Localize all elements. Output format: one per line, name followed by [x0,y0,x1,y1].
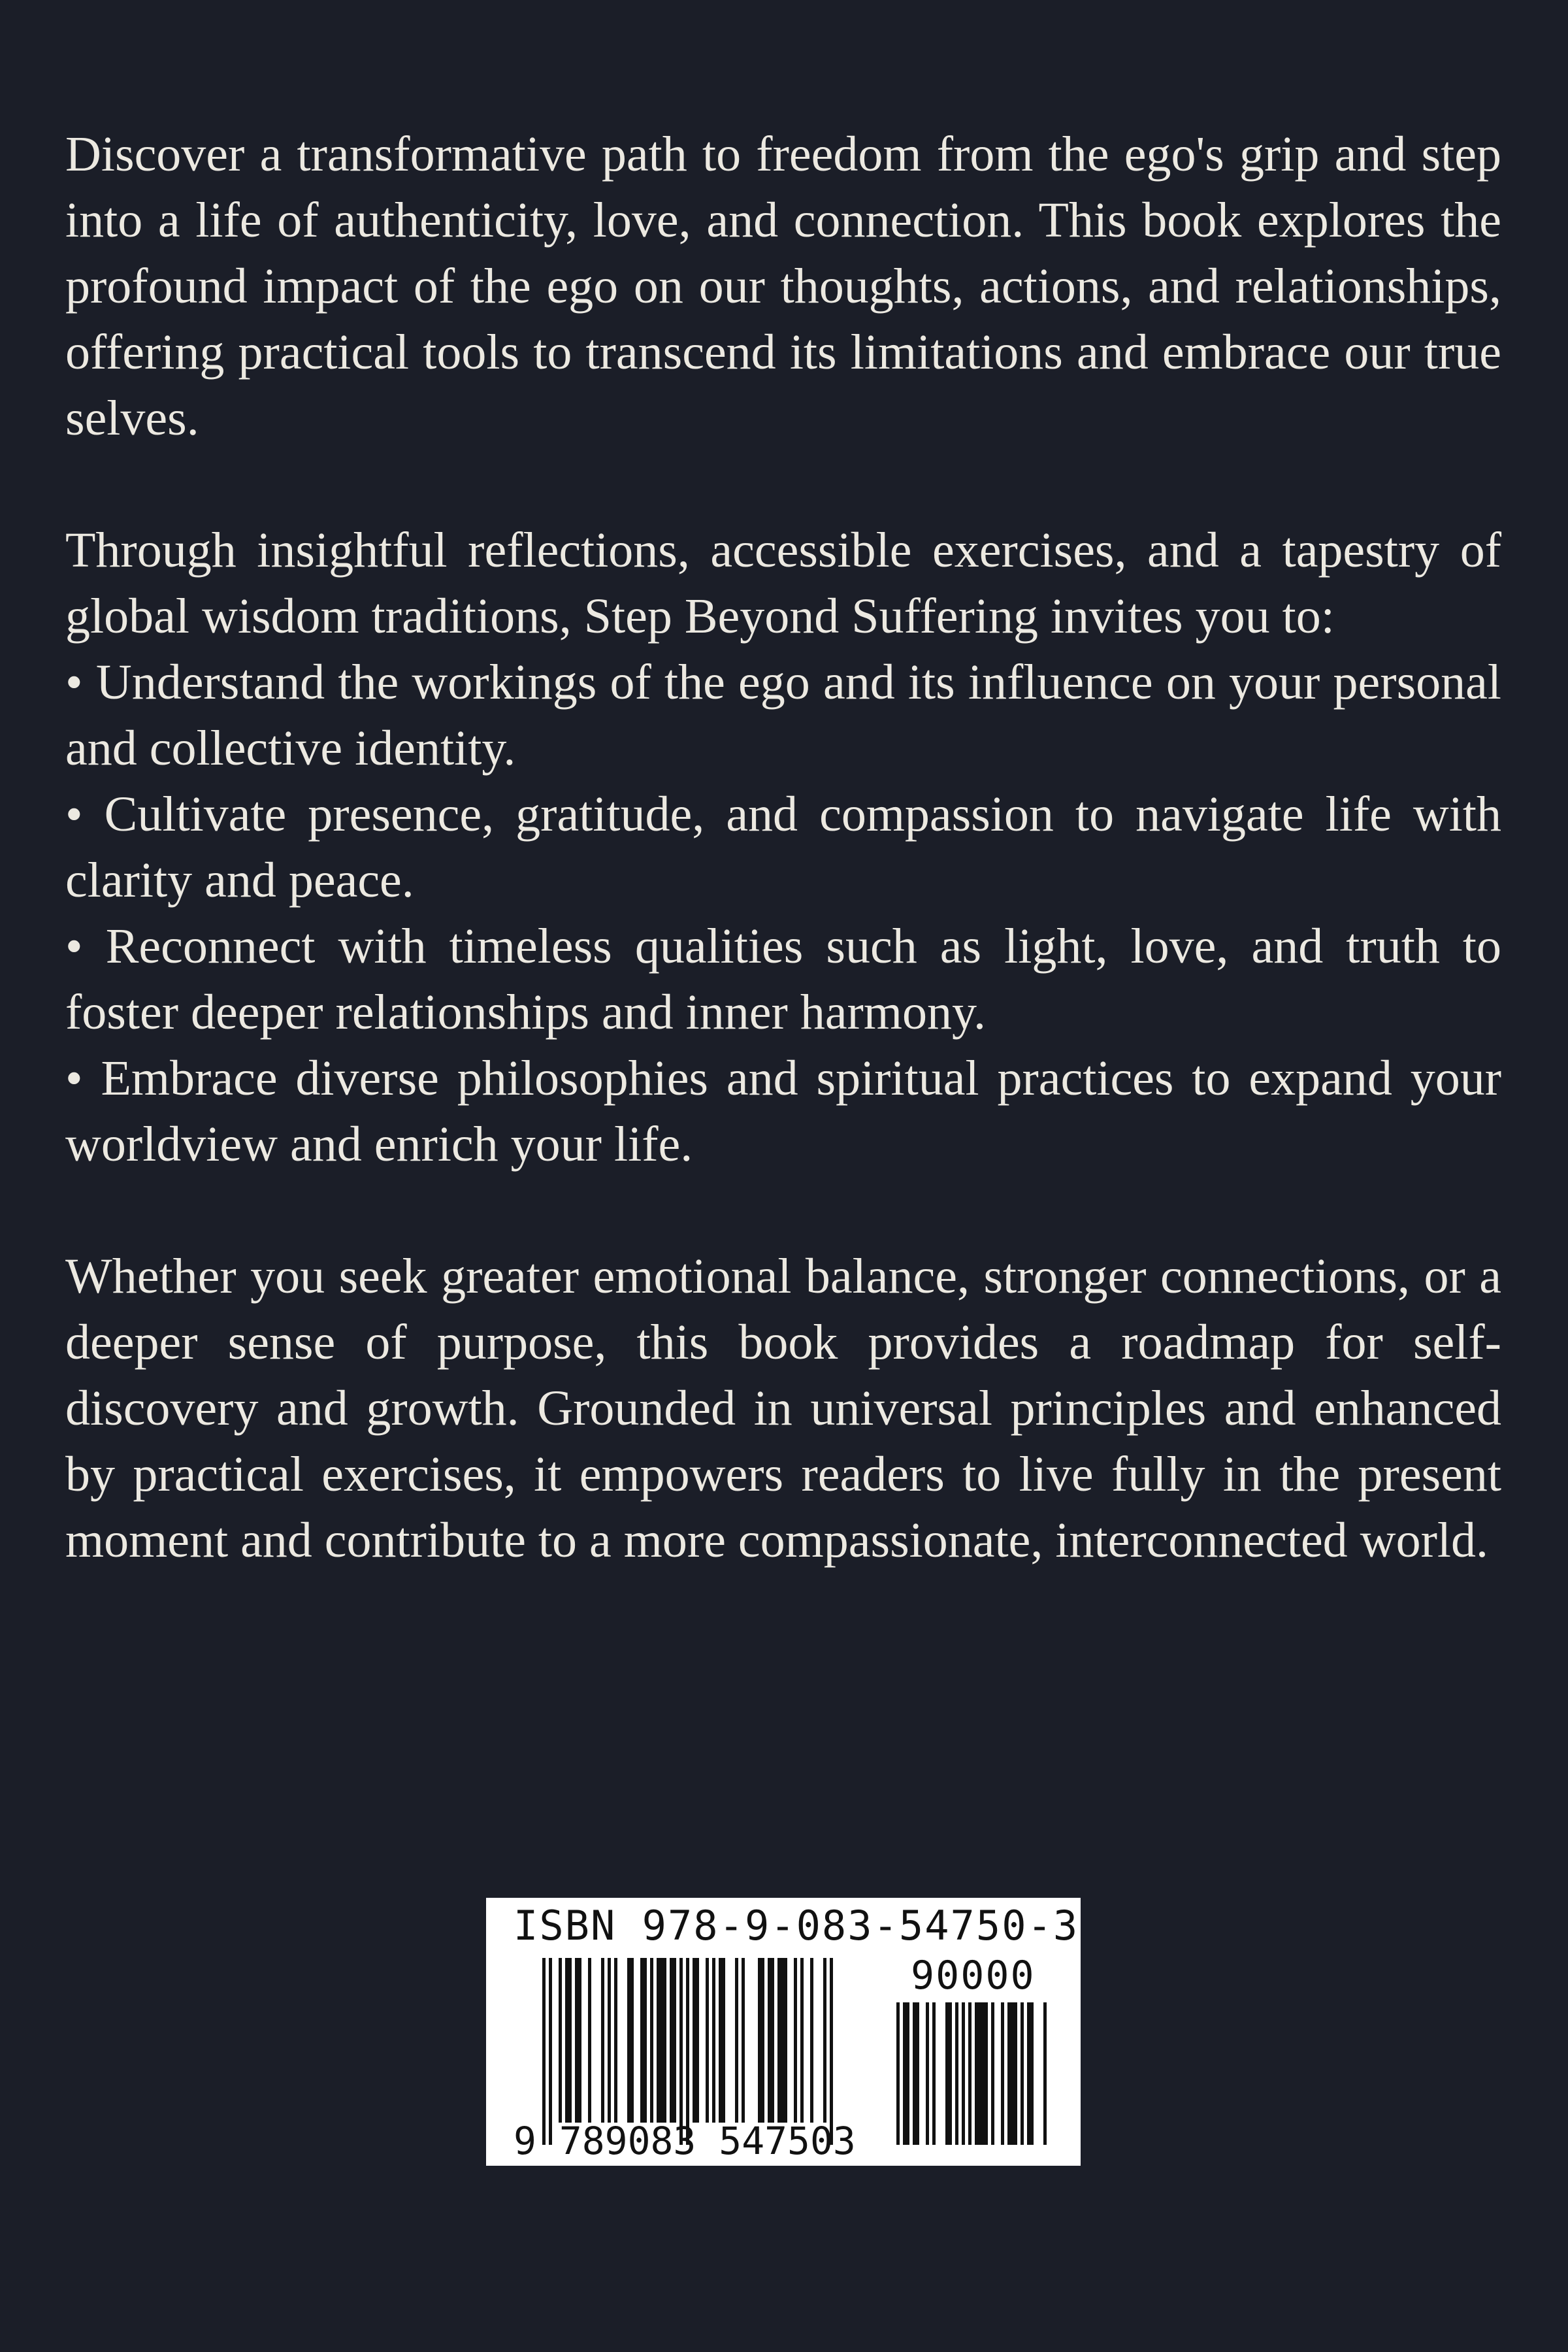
barcode-bar [693,1958,699,2123]
barcode-bar [608,1958,611,2123]
list-item-text: Cultivate presence, gratitude, and compassion to navigate life with clarity and peace. [65,787,1502,908]
barcode-bar [588,1958,591,2123]
barcode-bar [565,1958,572,2123]
barcode-bar [1027,2002,1034,2145]
price-code: 90000 [911,1953,1036,1998]
barcode-bar [794,1958,797,2123]
barcode-bar [968,2002,972,2145]
barcode-bar [650,1958,653,2123]
barcode-bar [559,1958,562,2123]
barcode-bar [575,1958,581,2123]
blurb-paragraph-2-intro: Through insightful reflections, accessible exercises, and a tapestry of global wisdom traditions, Step Beyond Suffering invites you to: [65,523,1501,644]
barcode-bar [896,2002,900,2145]
barcode-bar [768,1958,774,2123]
barcode-bar [679,1958,683,2145]
list-item [65,650,1501,782]
barcode-bar [955,2002,958,2145]
barcode-bar [657,1958,666,2123]
isbn-label: ISBN 978-9-083-54750-3 [514,1902,1079,1949]
paragraph-spacer [65,452,1501,518]
list-item [65,782,1501,914]
barcode-bar [975,2002,988,2145]
benefits-list [65,650,1501,1178]
barcode-bar [614,1958,617,2123]
barcode-bar [627,1958,634,2123]
barcode-bar [1021,2002,1024,2145]
blurb-paragraph-1: Discover a transformative path to freedom from the ego's grip and step into a life of authenticity, love, and connection. This book explores the profound impact of the ego on our thoughts, actions, and relationships, offering practical tools to transcend its limitations and embrace our true selves. [65,127,1501,446]
list-item-text: Embrace diverse philosophies and spiritual practices to expand your worldview and enrich your life. [65,1051,1502,1172]
barcode-bar [903,2002,909,2145]
barcode-bars [542,1958,866,2145]
list-item-text: Understand the workings of the ego and its influence on your personal and collective identity. [65,655,1501,776]
barcode-bar [735,1958,738,2123]
barcode-bar [712,1958,715,2123]
barcode-bar [549,1958,552,2145]
barcode-bar [800,1958,804,2123]
list-item-text: Reconnect with timeless qualities such as light, love, and truth to foster deeper relationships and inner harmony. [65,919,1501,1040]
barcode-bar [542,1958,546,2145]
barcode-bar [945,2002,952,2145]
barcode-bar [640,1958,647,2123]
barcode-bar [1043,2002,1047,2145]
barcode-bar [1007,2002,1017,2145]
blurb-paragraph-3: Whether you seek greater emotional balance, stronger connections, or a deeper sense of purpose, this book provides a roadmap for self-discovery and growth. Grounded in universal principles and enhanced by practical exercises, it empowers readers to live fully in the present moment and contribute to a more compassionate, interconnected world. [65,1249,1501,1568]
barcode-addon-bars [896,2002,1053,2145]
barcode-bar [932,2002,936,2145]
barcode-bar [706,1958,709,2123]
barcode-bar [1001,2002,1004,2145]
barcode-bar [962,2002,965,2145]
barcode-bar [601,1958,604,2123]
paragraph-spacer [65,1178,1501,1244]
barcode-bar [777,1958,787,2123]
isbn-barcode-panel [486,1898,1081,2166]
barcode-bar [686,1958,689,2145]
barcode-bar [830,1958,833,2145]
barcode-bar [719,1958,725,2123]
ean-digits: 9 789083 547503 [514,2119,856,2163]
barcode-bar [823,1958,826,2123]
barcode-bar [991,2002,994,2145]
bullet-icon: • [65,1051,83,1106]
barcode-bar [913,2002,919,2145]
list-item [65,914,1501,1046]
barcode-bar [742,1958,745,2123]
barcode-bar [758,1958,764,2123]
bullet-icon: • [65,655,83,710]
bullet-icon: • [65,919,83,974]
barcode-bar [810,1958,813,2123]
barcode-bar [926,2002,929,2145]
list-item [65,1046,1501,1178]
book-blurb [65,122,1501,1574]
bullet-icon: • [65,787,83,842]
barcode-bar [670,1958,676,2123]
